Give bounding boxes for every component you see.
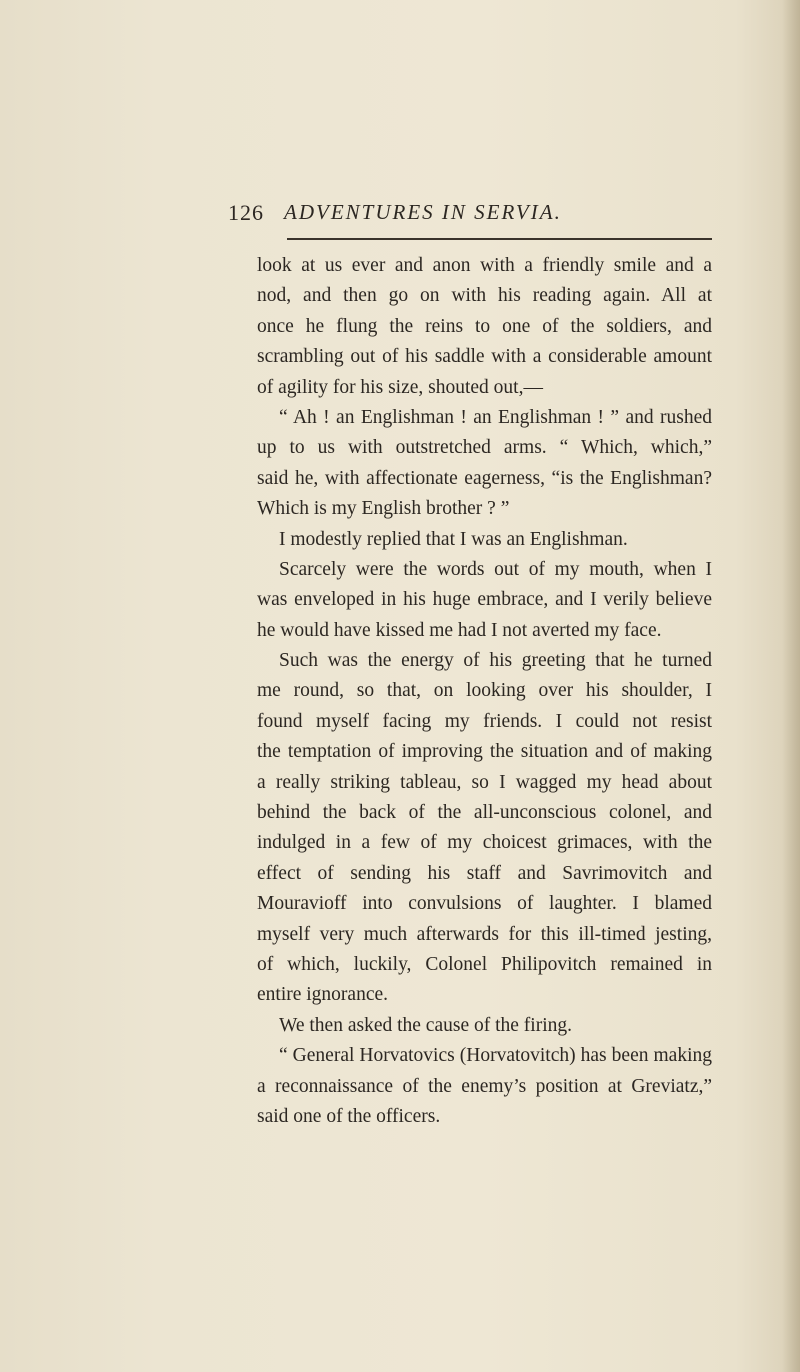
text-line: Scarcely were the words out of my mouth, when I (279, 558, 712, 580)
text-line: nod, and then go on with his reading again. All at (257, 285, 712, 307)
text-line: me round, so that, on looking over his shoulder, I (257, 680, 712, 702)
text-line: was enveloped in his huge embrace, and I verily believe (257, 589, 712, 611)
text-line: of which, luckily, Colonel Philipovitch remained in (257, 953, 712, 975)
text-line: the temptation of improving the situation and of making (257, 741, 712, 763)
text-line: said he, with affectionate eagerness, “is the Englishman? (257, 467, 712, 489)
text-line: I modestly replied that I was an Englishman. (279, 528, 628, 550)
text-line: We then asked the cause of the firing. (279, 1014, 572, 1036)
text-line: myself very much afterwards for this ill-timed jesting, (257, 923, 712, 945)
text-line: found myself facing my friends. I could not resist (257, 710, 712, 732)
running-title: ADVENTURES IN SERVIA. (284, 200, 562, 224)
body-text (257, 251, 712, 1132)
text-line: “ Ah ! an Englishman ! an Englishman ! ” and rushed (279, 406, 712, 428)
text-line: look at us ever and anon with a friendly smile and a (257, 255, 712, 276)
text-line: said one of the officers. (257, 1105, 441, 1127)
text-line: a really striking tableau, so I wagged my head about (257, 771, 712, 793)
text-line: Which is my English brother ? ” (257, 498, 510, 520)
text-line: of agility for his size, shouted out,— (257, 376, 543, 398)
text-line: he would have kissed me had I not averted my face. (257, 619, 662, 641)
text-line: entire ignorance. (257, 984, 389, 1006)
text-line: a reconnaissance of the enemy’s position at Greviatz,” (257, 1075, 712, 1097)
header-rule (287, 238, 712, 240)
text-line: indulged in a few of my choicest grimaces, with the (257, 832, 712, 854)
text-line: behind the back of the all-unconscious colonel, and (257, 802, 712, 824)
text-line: Mouravioff into convulsions of laughter. I blamed (257, 893, 712, 915)
text-line: “ General Horvatovics (Horvatovitch) has been making (279, 1045, 712, 1067)
text-line: scrambling out of his saddle with a considerable amount (257, 346, 712, 368)
text-line: once he flung the reins to one of the soldiers, and (257, 315, 712, 337)
page-number: 126 (228, 200, 264, 225)
page-header (228, 200, 800, 234)
text-line: effect of sending his staff and Savrimovitch and (257, 862, 712, 884)
text-line: Such was the energy of his greeting that he turned (279, 650, 712, 672)
text-line: up to us with outstretched arms. “ Which, which,” (257, 437, 712, 459)
